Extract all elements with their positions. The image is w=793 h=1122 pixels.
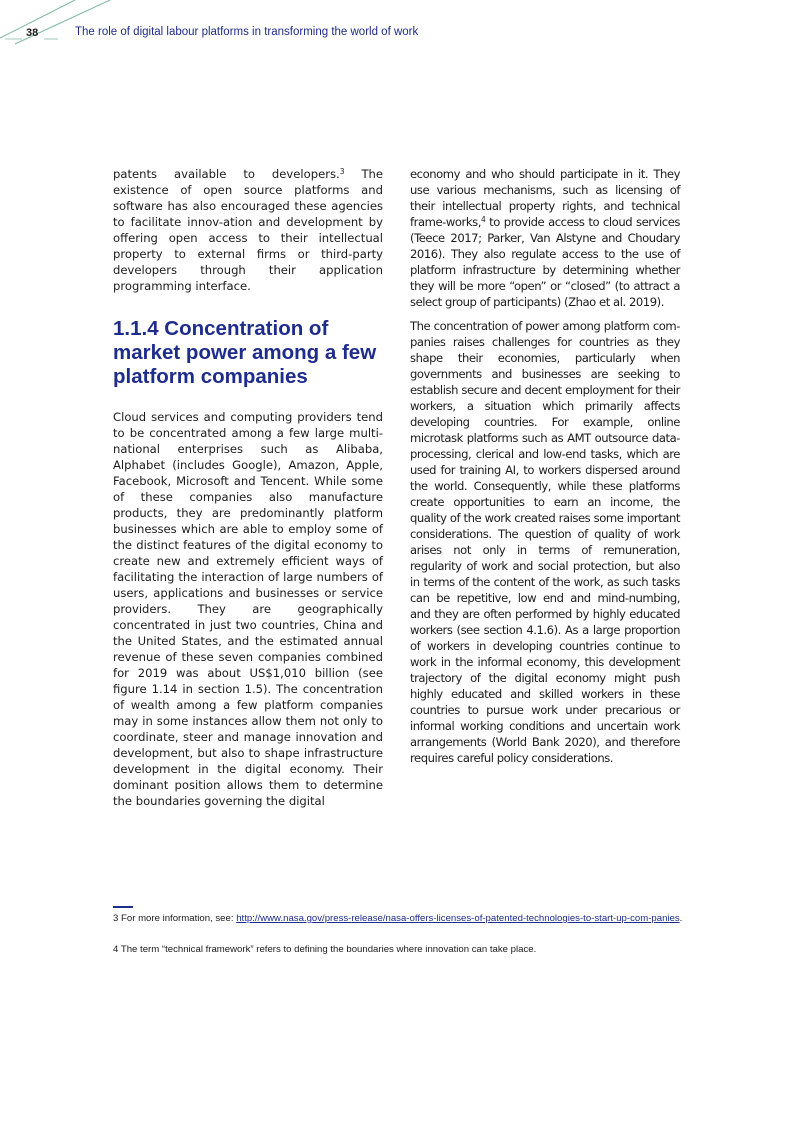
right-column xyxy=(410,166,680,766)
footnote-4: 4 The term “technical framework” refers to defining the boundaries where innovation can take place. xyxy=(113,944,537,955)
header-decorative-lines xyxy=(0,0,120,45)
right-paragraph-1: economy and who should participate in it. They use various mechanisms, such as licensing of their intellectual property rights, and technical frame-works,$^4$ to provide access to cloud services (Teece 2017; Parker, Van Alstyne and Choudary 2016). They also regulate access to the use of platform infrastructure by determining whether they will be more “open” or “closed” (to attract a select group of participants) (Zhao et al. 2019). xyxy=(410,167,680,309)
footnote-ref-4[interactable]: 4 xyxy=(480,215,486,224)
left-column xyxy=(113,166,383,809)
page-number: 38 xyxy=(26,27,39,39)
section-heading: 1.1.4 Concentration of market power among a few platform companies xyxy=(113,317,377,388)
footnote-3: 3 For more information, see: http://www.nasa.gov/press-release/nasa-offers-licenses-of-patented-technologies-to-start-up-com-panies. xyxy=(113,913,683,924)
footnote-ref-3[interactable]: 3 xyxy=(339,167,345,176)
footnote-link[interactable]: http://www.nasa.gov/press-release/nasa-offers-licenses-of-patented-technologies-to-start-up-com-panies xyxy=(236,913,680,924)
right-paragraph-2: The concentration of power among platform com-panies raises challenges for countries as they shape their economies, particularly when governments and businesses are seeking to establish secure and decent employment for their workers, a situation which primarily affects developing countries. For example, online microtask platforms such as AMT outsource data-processing, clerical and low-end tasks, which are used for training AI, to workers dispersed around the world. Consequently, while these platforms create opportunities to earn an income, the quality of the work created raises some important considerations. The question of quality of work arises not only in terms of remuneration, regularity of work and social protection, but also in terms of the content of the work, as such tasks can be repetitive, low end and mind-numbing, and they are often performed by highly educated workers (see section 4.1.6). As a large proportion of workers in developing countries continue to work in the informal economy, this development trajectory of the digital economy might push highly educated and skilled workers in these countries to pursue work under precarious or informal working conditions and uncertain work arrangements (World Bank 2020), and therefore requires careful policy considerations. xyxy=(410,319,680,765)
left-paragraph-1: patents available to developers.$^3$ The existence of open source platforms and software has also encouraged these agencies to facilitate innov-ation and development by offering open access to their intellectual property to external firms or third-party developers through their application programming interface. xyxy=(113,167,384,293)
footnote-divider xyxy=(113,906,133,908)
left-paragraph-2: Cloud services and computing providers tend to be concentrated among a few large multi-national enterprises such as Alibaba, Alphabet (includes Google), Amazon, Apple, Facebook, Microsoft and Tencent. While some of these companies also manufacture products, they are predominantly platform businesses which are able to employ some of the distinct features of the digital economy to create new and extremely efficient ways of facilitating the interaction of large numbers of users, applications and businesses or service providers. They are geographically concentrated in just two countries, China and the United States, and the estimated annual revenue of these seven companies combined for 2019 was about US$1,010 billion (see figure 1.14 in section 1.5). The concentration of wealth among a few platform companies may in some instances allow them not only to coordinate, steer and manage innovation and development, but also to shape infrastructure development in the digital economy. Their dominant position allows them to determine the boundaries governing the digital xyxy=(113,410,383,808)
running-title: The role of digital labour platforms in transforming the world of work xyxy=(75,26,419,38)
